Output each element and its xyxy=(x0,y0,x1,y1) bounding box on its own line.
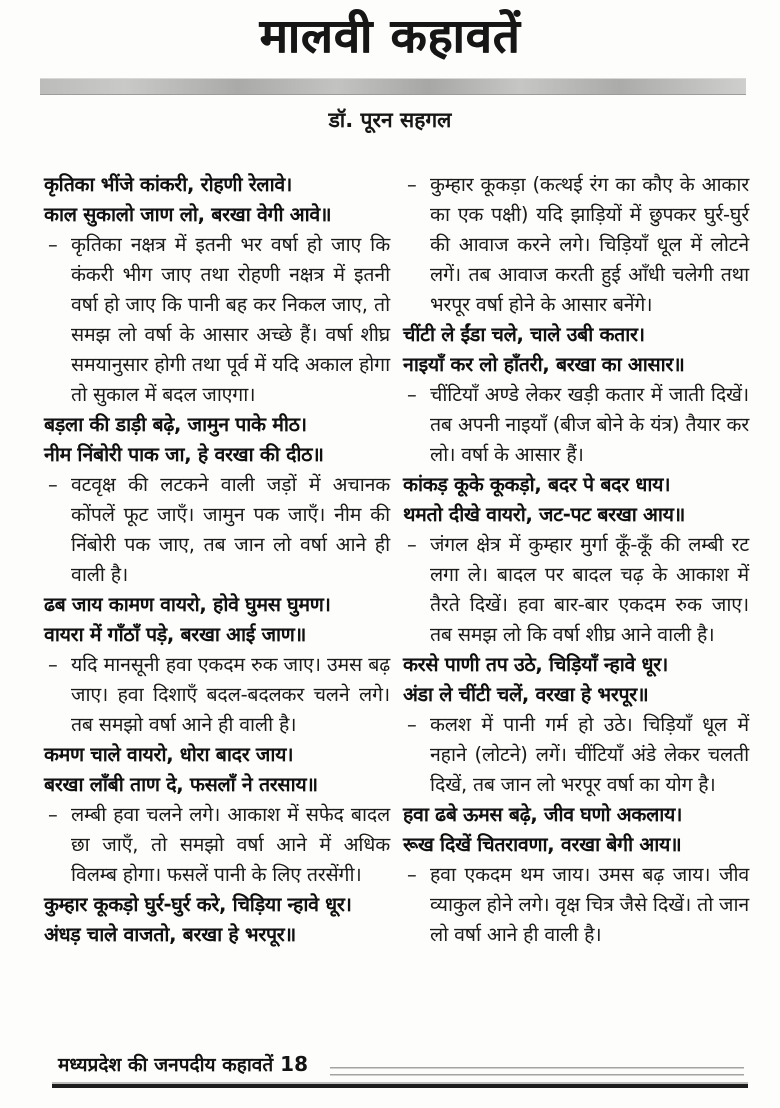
proverb-line: वायरा में गाँठाँ पड़े, बरखा आई जाण॥ xyxy=(44,623,306,646)
proverb xyxy=(44,170,390,230)
explanation-text: चींटियाँ अण्डे लेकर खड़ी कतार में जाती दिखें। तब अपनी नाइयाँ (बीज बोने के यंत्र) तैयार कर लो। वर्षा के आसार हैं। xyxy=(430,383,749,466)
content-columns xyxy=(44,170,750,950)
explanation xyxy=(403,860,749,950)
proverb-line: काल सुकालो जाण लो, बरखा वेगी आवे॥ xyxy=(44,203,332,226)
footer-thick-rule xyxy=(52,1084,748,1088)
explanation-text: जंगल क्षेत्र में कुम्हार मुर्गा कूँ-कूँ की लम्बी रट लगा ले। बादल पर बादल चढ़ के आकाश में तैरते दिखें। हवा बार-बार एकदम रुक जाए। तब समझ लो कि वर्षा शीघ्र आने वाली है। xyxy=(430,533,749,646)
explanation xyxy=(44,800,390,890)
proverb xyxy=(403,650,749,710)
dash-marker: – xyxy=(407,533,417,556)
proverb-line: थमतो दीखे वायरो, जट-पट बरखा आय॥ xyxy=(403,503,686,526)
proverb xyxy=(44,590,390,650)
proverb xyxy=(44,890,390,950)
proverb-line: अंडा ले चींटी चलें, वरखा हे भरपूर॥ xyxy=(403,683,649,706)
explanation-text: कुम्हार कूकड़ा (कत्थई रंग का कौए के आकार का एक पक्षी) यदि झाड़ियों में छुपकर घुर्र-घुर्र की आवाज करने लगे। चिड़ियाँ धूल में लोटने लगें। तब आवाज करती हुई आँधी चलेगी तथा भरपूर वर्षा होने के आसार बनेंगे। xyxy=(430,173,749,316)
dash-marker: – xyxy=(48,233,58,256)
explanation-text: कृतिका नक्षत्र में इतनी भर वर्षा हो जाए कि कंकरी भीग जाए तथा रोहणी नक्षत्र में इतनी वर्षा हो जाए कि पानी बह कर निकल जाए, तो समझ लो वर्षा के आसार अच्छे हैं। वर्षा शीघ्र समयानुसार होगी तथा पूर्व में यदि अकाल होगा तो सुकाल में बदल जाएगा। xyxy=(71,233,390,406)
proverb-line: कांकड़ कूके कूकड़ो, बदर पे बदर धाय। xyxy=(403,473,671,496)
dash-marker: – xyxy=(407,863,417,886)
explanation-text: वटवृक्ष की लटकने वाली जड़ों में अचानक कोंपलें फूट जाएँ। जामुन पक जाएँ। नीम की निंबोरी पक जाए, तब जान लो वर्षा आने ही वाली है। xyxy=(71,473,390,586)
footer-page-number: 18 xyxy=(280,1052,309,1076)
proverb-line: बरखा लाँबी ताण दे, फसलाँ ने तरसाय॥ xyxy=(44,773,318,796)
proverb xyxy=(403,320,749,380)
proverb-line: नीम निंबोरी पाक जा, हे वरखा की दीठ॥ xyxy=(44,443,324,466)
proverb-line: कुम्हार कूकड़ो घुर्र-घुर्र करे, चिड़िया न्हावे धूर। xyxy=(44,893,352,916)
explanation xyxy=(403,530,749,650)
dash-marker: – xyxy=(407,713,417,736)
proverb-line: रूख दिखें चितरावणा, वरखा बेगी आय॥ xyxy=(403,833,682,856)
proverb xyxy=(44,410,390,470)
proverb xyxy=(403,470,749,530)
proverb-line: करसे पाणी तप उठे, चिड़ियाँ न्हावे धूर। xyxy=(403,653,668,676)
proverb-line: ढब जाय कामण वायरो, होवे घुमस घुमण। xyxy=(44,593,331,616)
proverb-line: चींटी ले ईंडा चले, चाले उबी कतार। xyxy=(403,323,645,346)
proverb-line: कृतिका भींजे कांकरी, रोहणी रेलावे। xyxy=(44,173,292,196)
dash-marker: – xyxy=(48,803,58,826)
column-right xyxy=(403,170,749,950)
footer xyxy=(58,1051,308,1077)
explanation-text: यदि मानसूनी हवा एकदम रुक जाए। उमस बढ़ जाए। हवा दिशाएँ बदल-बदलकर चलने लगे। तब समझो वर्षा आने ही वाली है। xyxy=(71,653,390,736)
proverb-line: अंधड़ चाले वाजतो, बरखा हे भरपूर॥ xyxy=(44,923,296,946)
explanation-text: हवा एकदम थम जाय। उमस बढ़ जाय। जीव व्याकुल होने लगे। वृक्ष चित्र जैसे दिखें। तो जान लो वर्षा आने ही वाली है। xyxy=(430,863,749,946)
explanation xyxy=(403,170,749,320)
dash-marker: – xyxy=(48,653,58,676)
author-name: डॉ. पूरन सहगल xyxy=(328,108,452,132)
explanation xyxy=(403,710,749,800)
proverb-line: नाइयाँ कर लो हाँतरी, बरखा का आसार॥ xyxy=(403,353,685,376)
footer-thin-rule xyxy=(330,1067,744,1081)
dash-marker: – xyxy=(407,173,417,196)
explanation xyxy=(44,470,390,590)
dash-marker: – xyxy=(48,473,58,496)
proverb xyxy=(403,800,749,860)
column-left xyxy=(44,170,390,950)
proverb-line: कमण चाले वायरो, धोरा बादर जाय। xyxy=(44,743,294,766)
footer-label: मध्यप्रदेश की जनपदीय कहावतें xyxy=(58,1054,274,1076)
page-title: मालवी कहावतें xyxy=(259,9,521,64)
explanation xyxy=(44,650,390,740)
proverb xyxy=(44,740,390,800)
explanation xyxy=(44,230,390,410)
proverb-line: बड़ला की डाड़ी बढ़े, जामुन पाके मीठ। xyxy=(44,413,307,436)
explanation-text: लम्बी हवा चलने लगे। आकाश में सफेद बादल छा जाएँ, तो समझो वर्षा आने में अधिक विलम्ब होगा। फसलें पानी के लिए तरसेंगी। xyxy=(71,803,390,886)
title-divider-bar xyxy=(40,78,746,95)
dash-marker: – xyxy=(407,383,417,406)
explanation xyxy=(403,380,749,470)
proverb-line: हवा ढबे ऊमस बढ़े, जीव घणो अकलाय। xyxy=(403,803,683,826)
explanation-text: कलश में पानी गर्म हो उठे। चिड़ियाँ धूल में नहाने (लोटने) लगें। चींटियाँ अंडे लेकर चलती दिखें, तब जान लो भरपूर वर्षा का योग है। xyxy=(430,713,749,796)
